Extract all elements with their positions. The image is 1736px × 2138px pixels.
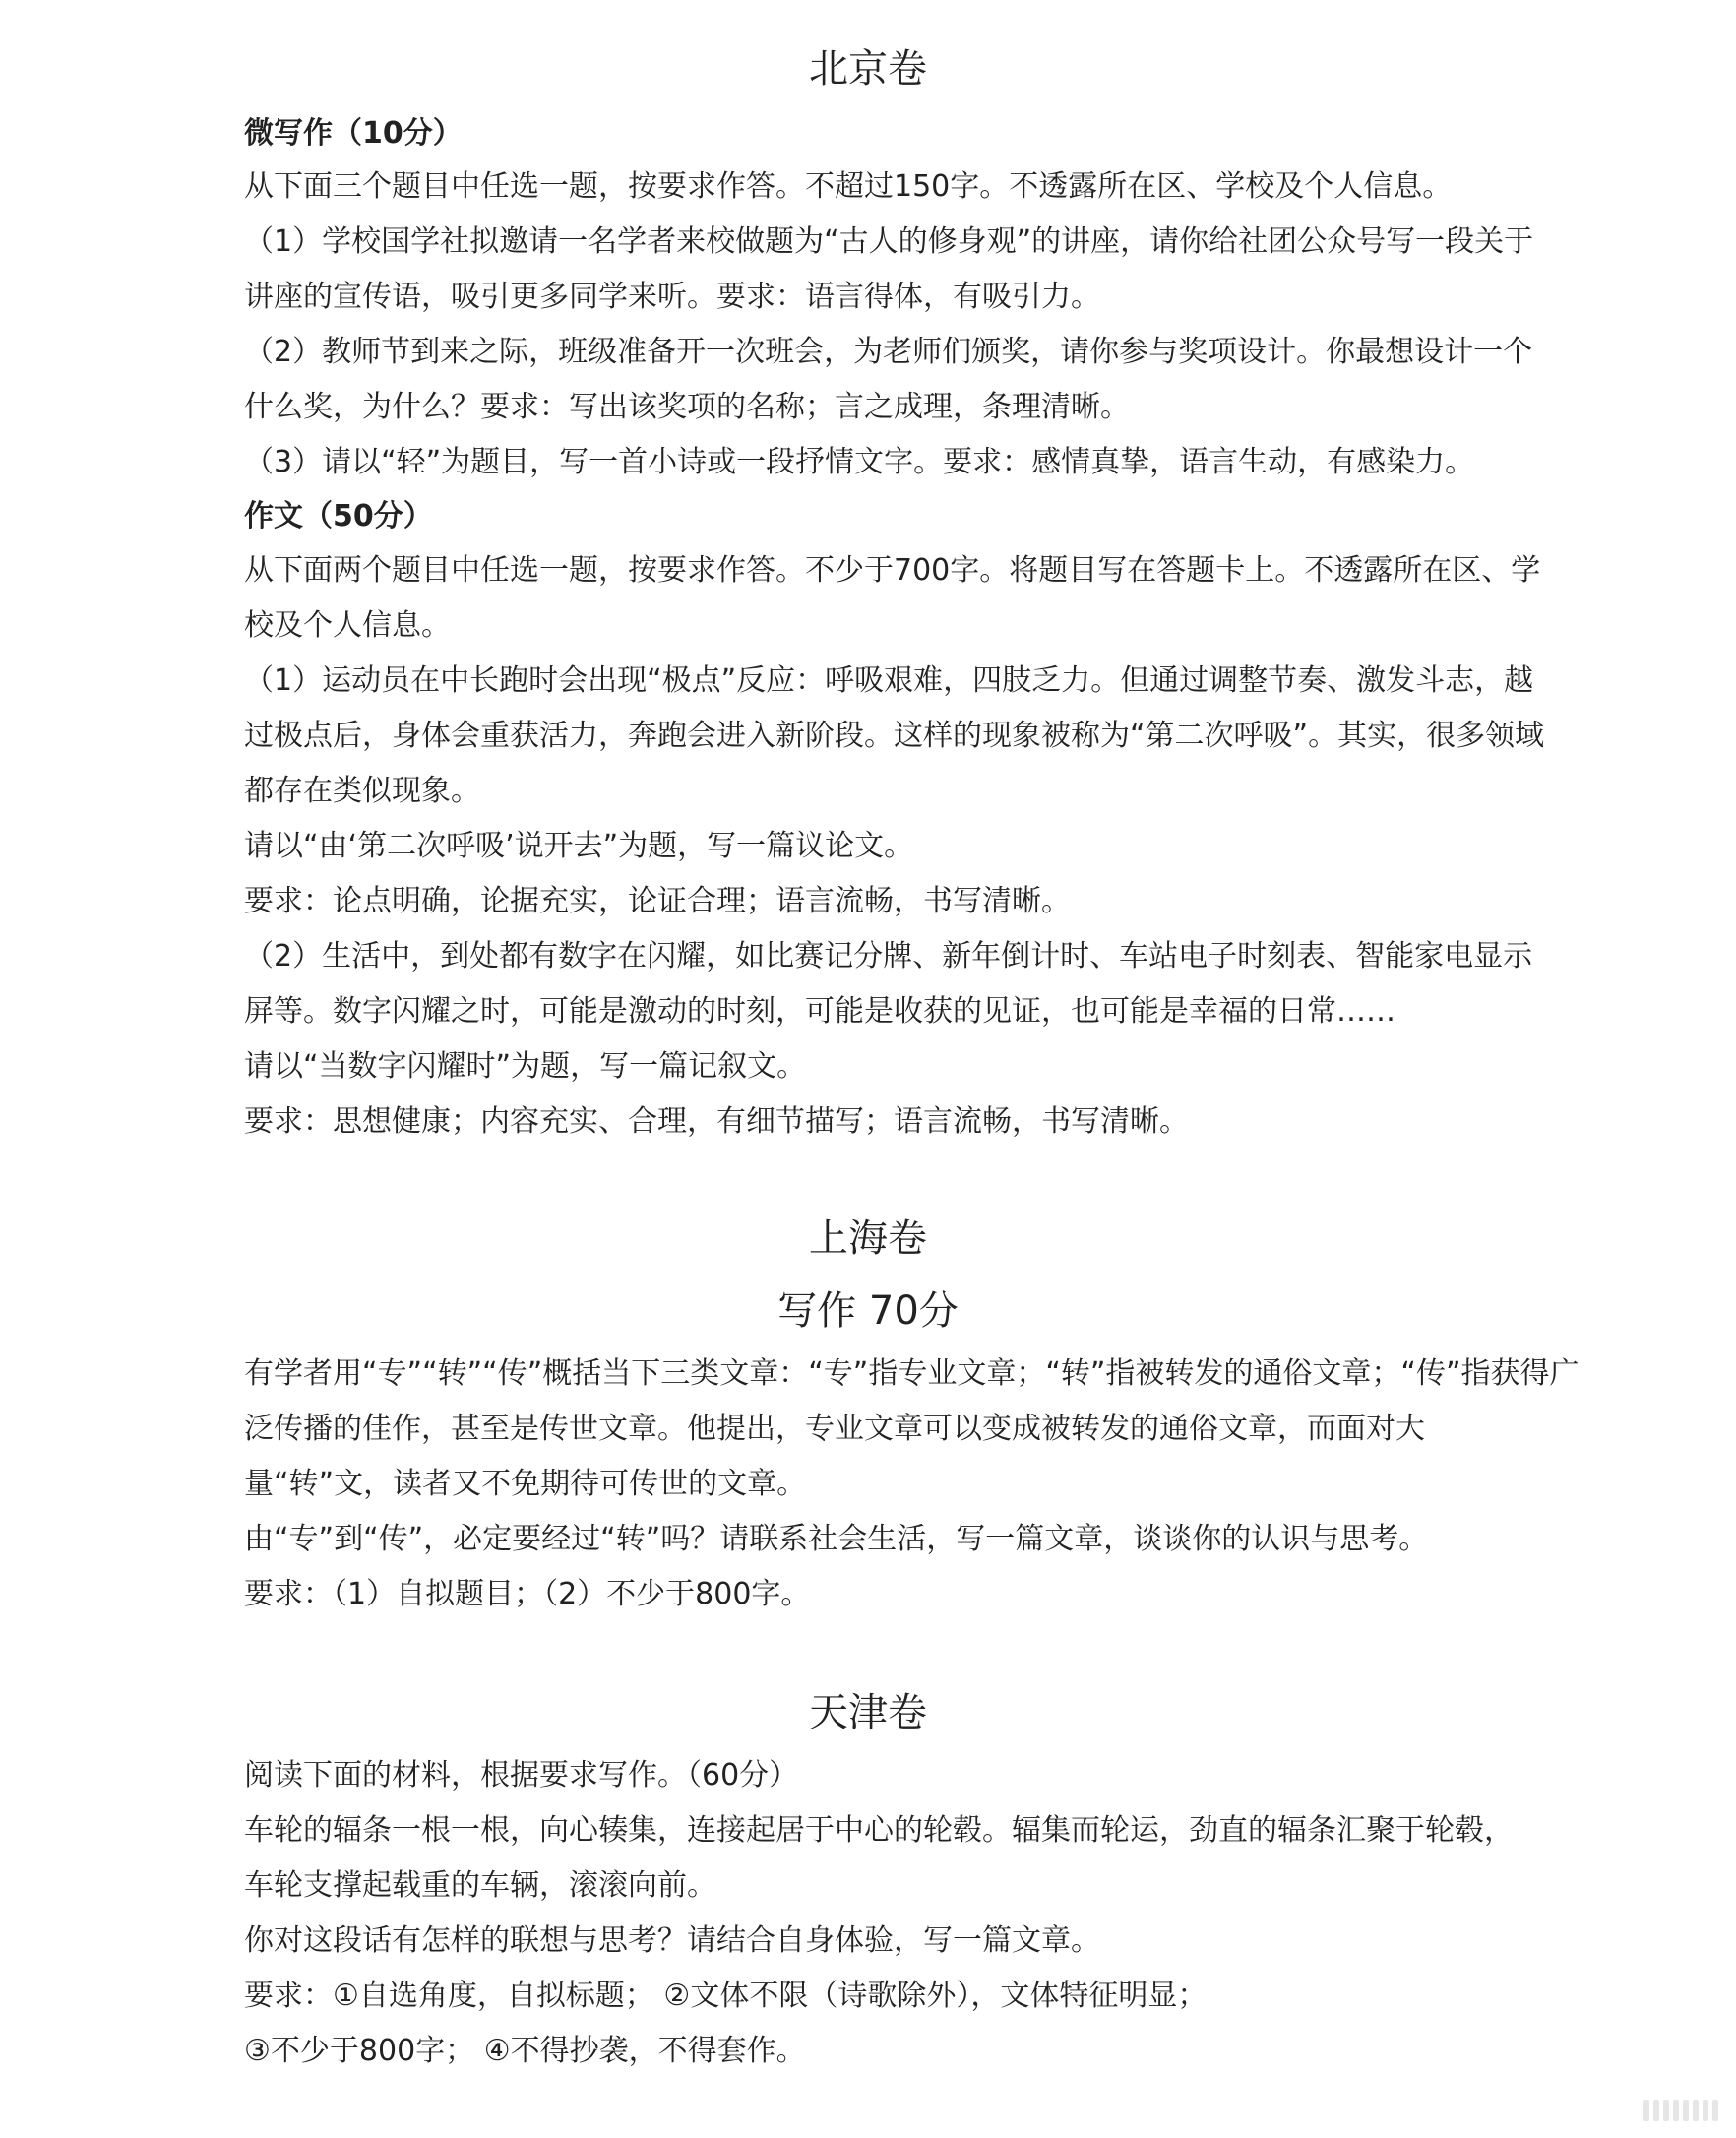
shanghai-line2: 泛传播的佳作，甚至是传世文章。他提出，专业文章可以变成被转发的通俗文章，而面对大	[244, 1412, 1425, 1446]
beijing-essay-q1-line4: 请以“由‘第二次呼吸’说开去”为题，写一篇议论文。	[244, 829, 914, 863]
beijing-essay-q2-line1: （2）生活中，到处都有数字在闪耀，如比赛记分牌、新年倒计时、车站电子时刻表、智能家电显示	[244, 939, 1533, 974]
tianjin-line3: 车轮支撑起载重的车辆，滚滚向前。	[244, 1868, 716, 1903]
beijing-micro-q1-line1: （1）学校国学社拟邀请一名学者来校做题为“古人的修身观”的讲座，请你给社团公众号写一段关于	[244, 224, 1534, 259]
beijing-essay-heading: 作文（50分）	[244, 499, 433, 534]
beijing-essay-q1-line5: 要求：论点明确，论据充实，论证合理；语言流畅，书写清晰。	[244, 884, 1071, 918]
beijing-essay-q2-line3: 请以“当数字闪耀时”为题，写一篇记叙文。	[244, 1049, 807, 1084]
beijing-micro-q3: （3）请以“轻”为题目，写一首小诗或一段抒情文字。要求：感情真挚，语言生动，有感染力。	[244, 445, 1475, 479]
beijing-essay-q1-line1: （1）运动员在中长跑时会出现“极点”反应：呼吸艰难，四肢乏力。但通过调整节奏、激发斗志，越	[244, 663, 1534, 698]
shanghai-line4: 由“专”到“传”，必定要经过“转”吗？请联系社会生活，写一篇文章，谈谈你的认识与思考。	[244, 1522, 1429, 1556]
tianjin-title: 天津卷	[809, 1690, 927, 1735]
beijing-essay-q1-line2: 过极点后，身体会重获活力，奔跑会进入新阶段。这样的现象被称为“第二次呼吸”。其实，很多领域	[244, 719, 1545, 753]
shanghai-subtitle: 写作 70分	[777, 1289, 959, 1334]
shanghai-line5: 要求：（1）自拟题目；（2）不少于800字。	[244, 1577, 811, 1611]
beijing-essay-intro-line1: 从下面两个题目中任选一题，按要求作答。不少于700字。将题目写在答题卡上。不透露所在区、学	[244, 553, 1541, 588]
beijing-micro-heading: 微写作（10分）	[244, 116, 463, 151]
beijing-essay-q1-line3: 都存在类似现象。	[244, 774, 480, 808]
beijing-micro-q1-line2: 讲座的宣传语，吸引更多同学来听。要求：语言得体，有吸引力。	[244, 280, 1100, 314]
beijing-micro-q2-line1: （2）教师节到来之际，班级准备开一次班会，为老师们颁奖，请你参与奖项设计。你最想设计一个	[244, 335, 1533, 369]
shanghai-line3: 量“转”文，读者又不免期待可传世的文章。	[244, 1467, 807, 1501]
shanghai-line1: 有学者用“专”“转”“传”概括当下三类文章：“专”指专业文章；“转”指被转发的通俗文章；“传”指获得广	[244, 1356, 1580, 1391]
beijing-title: 北京卷	[809, 46, 927, 92]
beijing-essay-q2-line2: 屏等。数字闪耀之时，可能是激动的时刻，可能是收获的见证，也可能是幸福的日常……	[244, 994, 1395, 1029]
watermark-bars	[1610, 2097, 1718, 2124]
tianjin-line1: 阅读下面的材料，根据要求写作。（60分）	[244, 1758, 799, 1792]
beijing-essay-intro-line2: 校及个人信息。	[244, 608, 451, 643]
beijing-essay-q2-line4: 要求：思想健康；内容充实、合理，有细节描写；语言流畅，书写清晰。	[244, 1104, 1189, 1139]
tianjin-line5: 要求：①自选角度，自拟标题； ②文体不限（诗歌除外），文体特征明显；	[244, 1979, 1208, 2013]
beijing-micro-q2-line2: 什么奖，为什么？要求：写出该奖项的名称；言之成理，条理清晰。	[244, 390, 1130, 424]
shanghai-title: 上海卷	[809, 1216, 927, 1261]
beijing-micro-intro: 从下面三个题目中任选一题，按要求作答。不超过150字。不透露所在区、学校及个人信息。	[244, 169, 1453, 204]
tianjin-line6: ③不少于800字； ④不得抄袭，不得套作。	[244, 2034, 806, 2068]
tianjin-line2: 车轮的辐条一根一根，向心辏集，连接起居于中心的轮毂。辐集而轮运，劲直的辐条汇聚于轮毂，	[244, 1813, 1514, 1848]
tianjin-line4: 你对这段话有怎样的联想与思考？请结合自身体验，写一篇文章。	[244, 1923, 1100, 1958]
